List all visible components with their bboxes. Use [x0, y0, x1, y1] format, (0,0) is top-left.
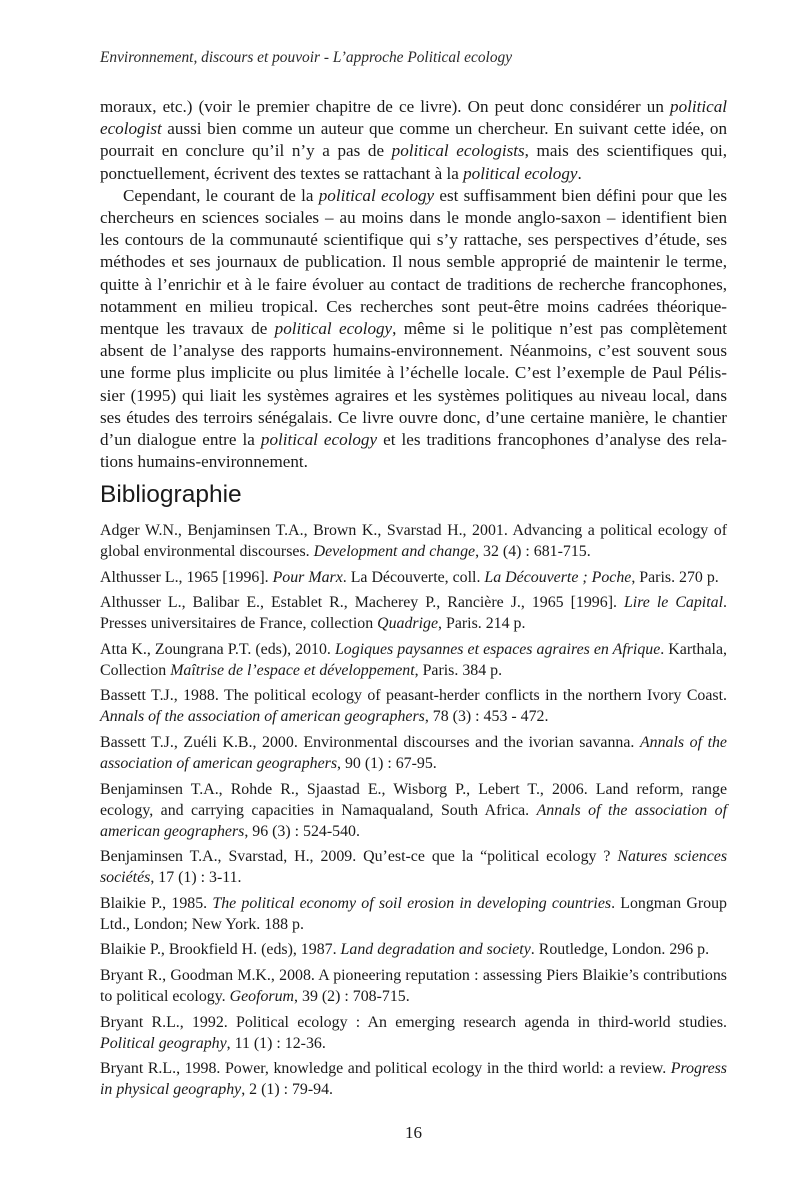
- italic-text: Annals of the association of american geographers: [100, 801, 728, 840]
- text-run: , 90 (1) : 67-95.: [337, 754, 437, 772]
- italic-text: Annals of the association of american geographers: [100, 733, 727, 772]
- text-run: , même si le politique n’est pas complètement absent de l’analyse des rapports humains-environnement. Néanmoins, c’est souvent sous une forme plus implicite ou plus limitée à l’échelle locale. C’est l’exemple de Paul Pélissier (1995) qui liait les systèmes agraires et les systèmes politiques au niveau local, dans ses études des terroirs sénégalais. Ce livre ouvre donc, d’une certaine manière, le chantier d’un dialogue entre la: [100, 319, 727, 450]
- italic-text: political ecology: [318, 185, 435, 205]
- text-run: . Karthala, Collection: [100, 640, 727, 679]
- text-run: Blaikie P., 1985.: [100, 894, 213, 912]
- bibliography-entry: [100, 1012, 727, 1054]
- text-run: , 11 (1) : 12-36.: [226, 1034, 326, 1052]
- text-run: et les traditions francophones d’analyse des relations humains-environnement.: [100, 430, 727, 472]
- italic-text: Progress in physical geography: [100, 1060, 727, 1099]
- bibliography-entry: [100, 592, 727, 634]
- italic-text: The political economy of soil erosion in developing countries: [212, 894, 612, 912]
- text-run: Benjaminsen T.A., Svarstad, H., 2009. Qu’est-ce que la “political ecology ?: [100, 848, 618, 866]
- bibliography-heading: Bibliographie: [100, 481, 242, 508]
- italic-text: Lire le Capital: [623, 594, 723, 612]
- text-run: . La Découverte, coll.: [342, 568, 485, 586]
- running-header: Environnement, discours et pouvoir - L’approche Political ecology: [100, 49, 513, 66]
- italic-text: Quadrige: [377, 615, 439, 633]
- text-run: , 39 (2) : 708-715.: [294, 987, 410, 1005]
- bibliography-entry: [100, 965, 727, 1007]
- text-run: Blaikie P., Brookfield H. (eds), 1987.: [100, 941, 341, 959]
- bibliography-entry: [100, 567, 727, 588]
- bibliography-entry: [100, 732, 727, 774]
- bibliography-entry: [100, 639, 727, 681]
- text-run: moraux, etc.) (voir le premier chapitre de ce livre). On peut donc considérer un: [100, 97, 671, 116]
- italic-text: Annals of the association of american geographers: [100, 708, 425, 726]
- italic-text: Development and change: [313, 543, 476, 560]
- page-number: 16: [405, 1123, 422, 1142]
- text-run: Bryant R., Goodman M.K., 2008. A pioneering reputation : assessing Piers Blaikie’s contributions to political ecology.: [100, 966, 727, 1005]
- text-run: , Paris. 214 p.: [438, 615, 526, 633]
- bibliography-entry: [100, 1058, 727, 1100]
- italic-text: Maîtrise de l’espace et développement: [170, 661, 415, 679]
- paragraph: [100, 185, 727, 474]
- text-run: Bryant R.L., 1992. Political ecology : An emerging research agenda in third-world studies.: [100, 1013, 727, 1031]
- text-run: est suffisamment bien défini pour que les chercheurs en sciences sociales – au moins dans le monde anglo-saxon – identifient bien les contours de la communauté scientifique qui s’y rattache, ses perspectives d’étude, ses méthodes et ses journaux de publication. Il nous semble approprié de maintenir le terme, quitte à l’enrichir et à le faire évoluer au contact de traditions de recherche francophones, notamment en milieu tropical. Ces recherches sont peut-être moins cadrées théoriquementque les travaux de: [100, 185, 727, 339]
- paragraph: [100, 96, 727, 185]
- body-text: [100, 96, 727, 473]
- text-run: Bryant R.L., 1998. Power, knowledge and political ecology in the third world: a review.: [100, 1060, 671, 1078]
- text-run: , mais des scientifiques qui, ponctuellement, écrivent des textes se rattachant à la: [100, 141, 727, 183]
- italic-text: Land degradation and society: [340, 941, 531, 959]
- text-run: , 2 (1) : 79-94.: [241, 1081, 334, 1099]
- text-run: Althusser L., 1965 [1996].: [100, 568, 273, 586]
- bibliography-entry: [100, 893, 727, 935]
- italic-text: political ecology: [260, 430, 378, 450]
- bibliography-list: [100, 520, 727, 1105]
- bibliography-entry: [100, 939, 727, 960]
- italic-text: Geoforum: [229, 987, 295, 1005]
- text-run: , 17 (1) : 3-11.: [150, 869, 242, 887]
- italic-text: Political geography: [100, 1034, 227, 1052]
- text-run: , Paris. 270 p.: [631, 568, 719, 586]
- text-run: .: [577, 163, 582, 183]
- italic-text: Natures sciences sociétés: [100, 848, 727, 887]
- bibliography-entry: [100, 520, 727, 562]
- bibliography-entry: [100, 846, 727, 888]
- italic-text: political ecologists: [391, 141, 525, 161]
- italic-text: Pour Marx: [272, 568, 343, 586]
- text-run: Adger W.N., Benjaminsen T.A., Brown K., Svarstad H., 2001. Advancing a political ecology of global environmental discourses.: [100, 522, 727, 560]
- text-run: Althusser L., Balibar E., Establet R., Macherey P., Rancière J., 1965 [1996].: [100, 594, 624, 612]
- italic-text: Logiques paysannes et espaces agraires en Afrique: [334, 640, 661, 658]
- text-run: aussi bien comme un auteur que comme un chercheur. En suivant cette idée, on pourrait en conclure qu’il n’y a pas de: [100, 119, 727, 161]
- text-run: . Presses universitaires de France, collection: [100, 594, 727, 633]
- text-run: . Routledge, London. 296 p.: [530, 941, 710, 959]
- bibliography-entry: [100, 779, 727, 842]
- text-run: , Paris. 384 p.: [414, 661, 503, 679]
- text-run: Cependant, le courant de la: [123, 185, 319, 205]
- italic-text: political ecology: [463, 163, 578, 183]
- text-run: , 96 (3) : 524-540.: [244, 822, 360, 840]
- italic-text: La Découverte ; Poche: [484, 568, 632, 586]
- italic-text: political ecology: [274, 319, 393, 339]
- text-run: Benjaminsen T.A., Rohde R., Sjaastad E., Wisborg P., Lebert T., 2006. Land reform, range ecology, and carrying capacities in Namaqualand, South Africa.: [100, 780, 727, 819]
- text-run: Bassett T.J., 1988. The political ecology of peasant-herder conflicts in the northern Ivory Coast.: [100, 687, 727, 705]
- text-run: , 78 (3) : 453 - 472.: [424, 708, 549, 726]
- text-run: Bassett T.J., Zuéli K.B., 2000. Environmental discourses and the ivorian savanna.: [100, 733, 640, 751]
- text-run: , 32 (4) : 681-715.: [475, 543, 591, 560]
- text-run: . Longman Group Ltd., London; New York. 188 p.: [100, 894, 727, 933]
- bibliography-entry: [100, 685, 727, 727]
- text-run: Atta K., Zoungrana P.T. (eds), 2010.: [100, 640, 335, 658]
- italic-text: political ecologist: [100, 97, 727, 139]
